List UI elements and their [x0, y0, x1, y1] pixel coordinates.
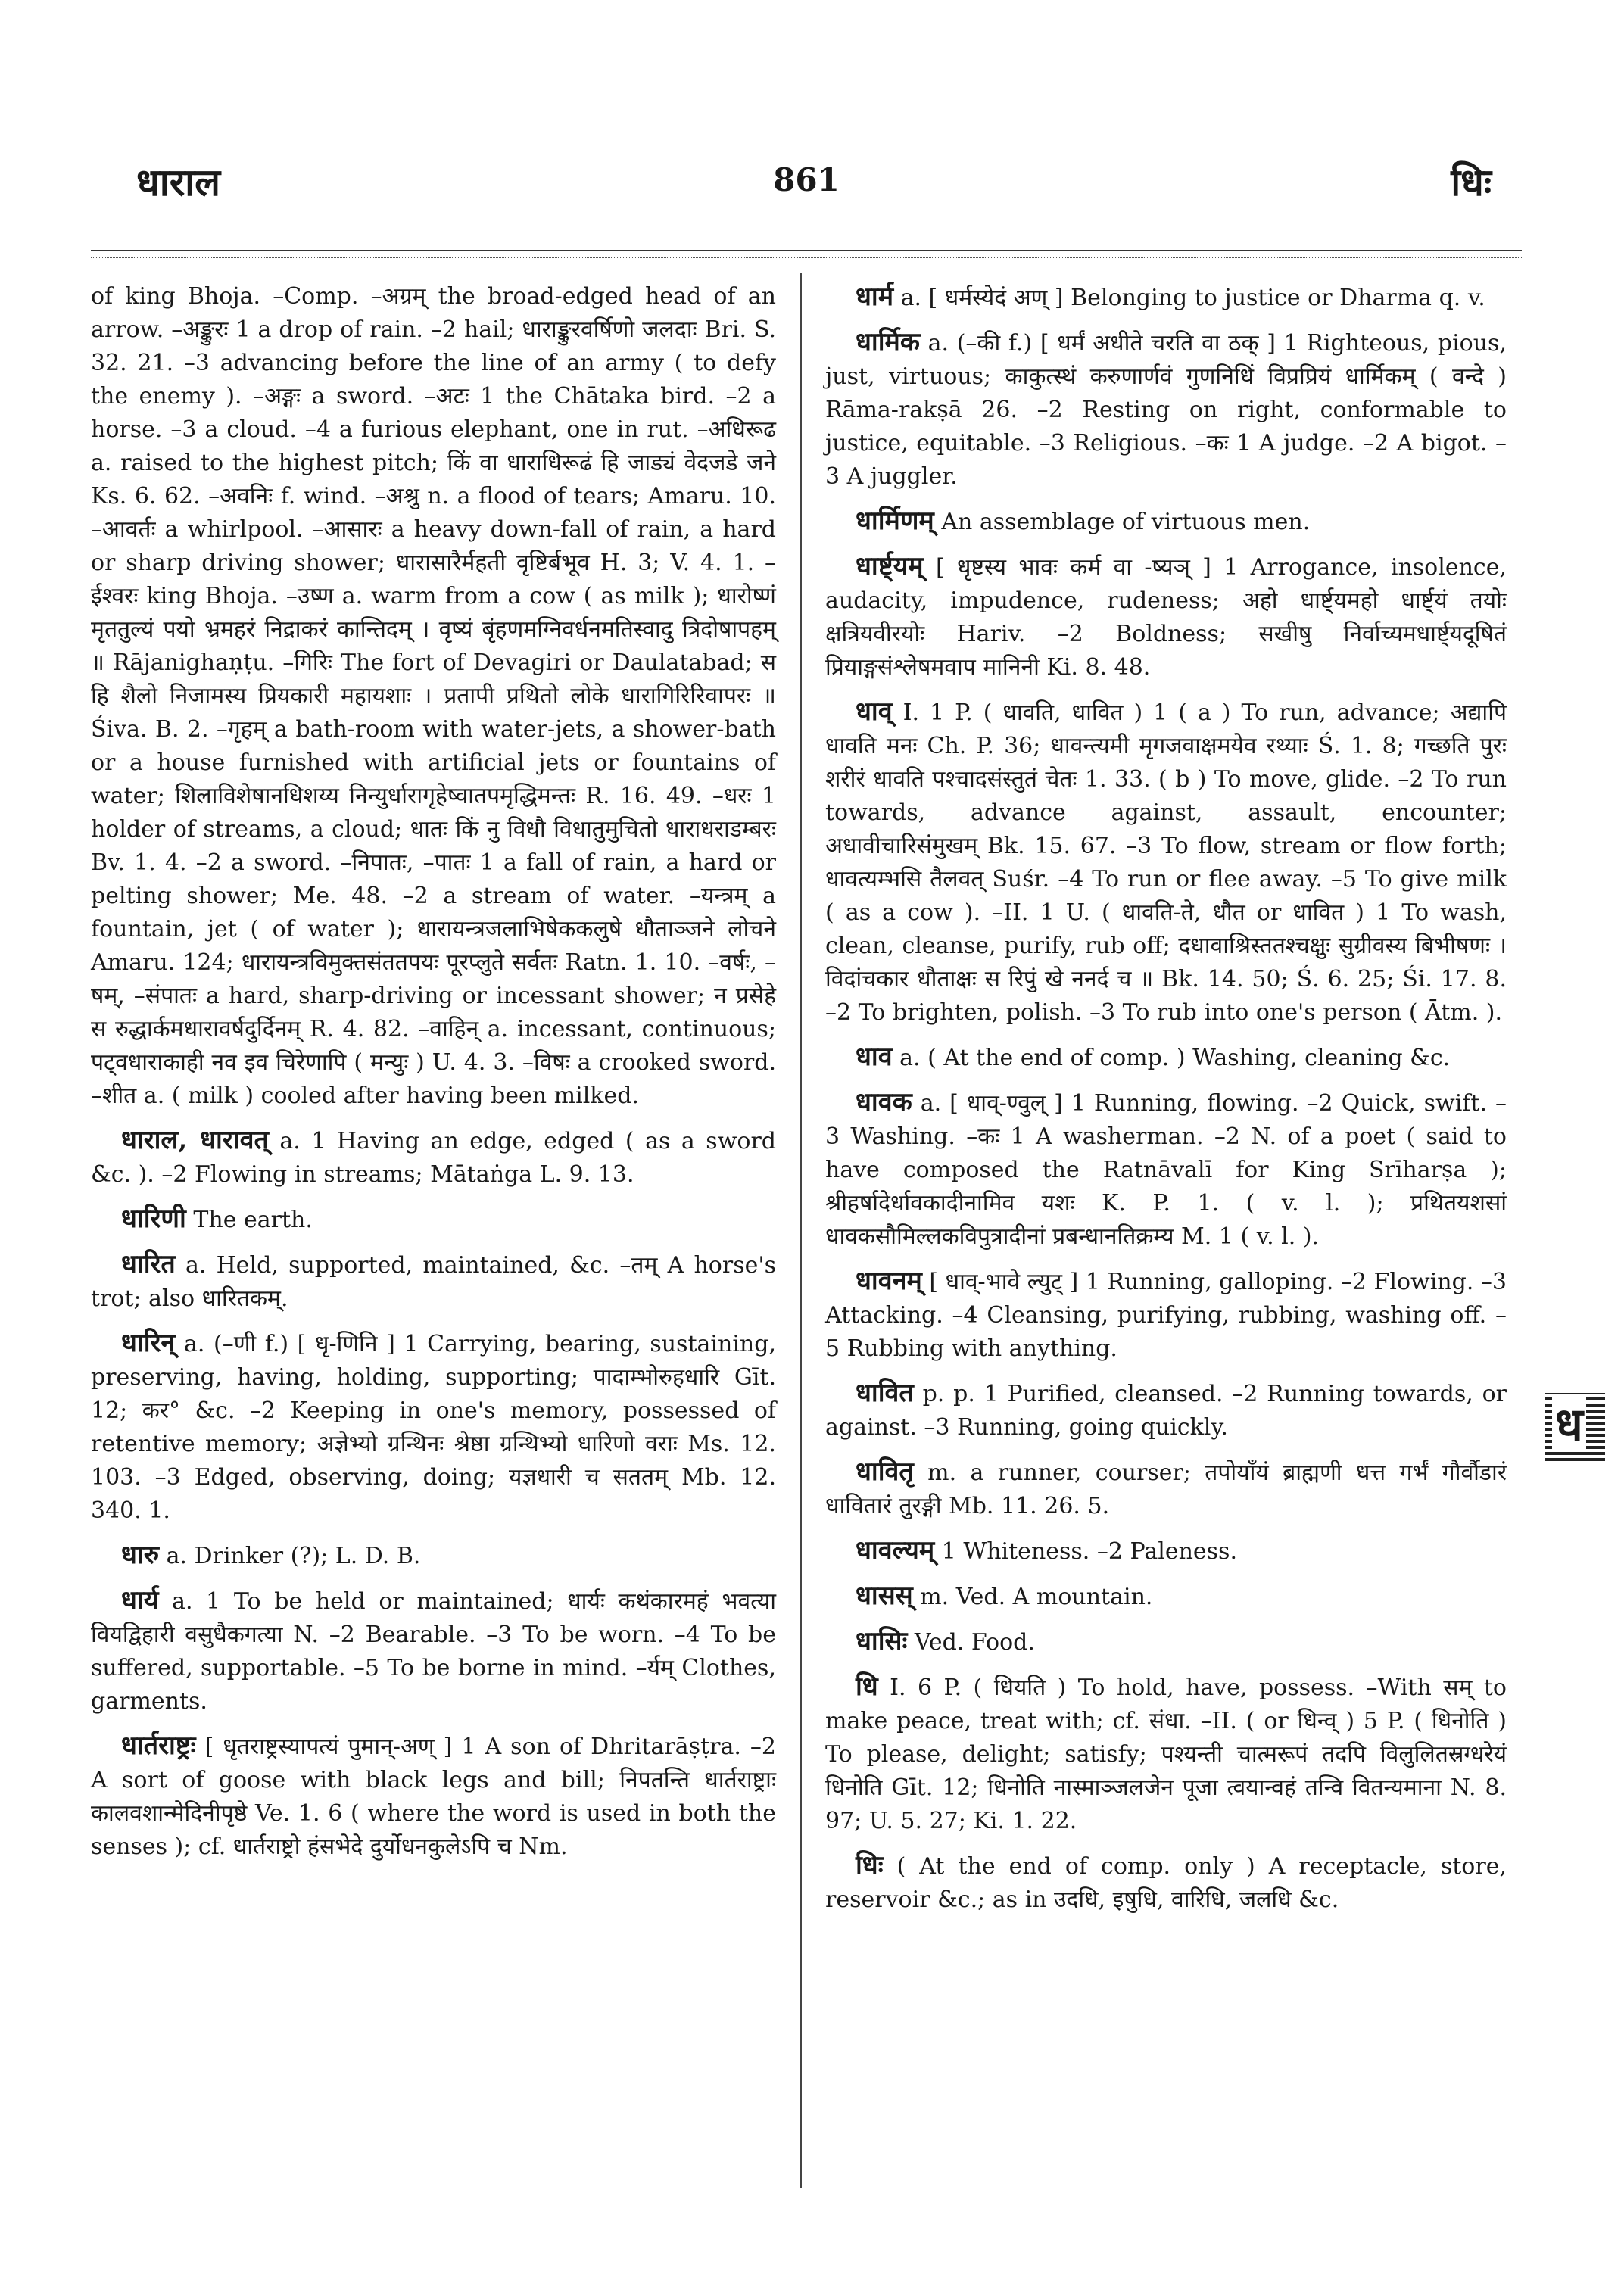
entry-headword: धारिन्	[121, 1328, 176, 1358]
entry-definition: of king Bhoja. –Comp. –अग्रम् the broad-edged head of an arrow. –अङ्कुरः 1 a drop of rain. –2 hail; धाराङ्कुरवर्षिणो जलदाः Bri. S. 32. 21. –3 advancing before the line of an army ( to defy the enemy ). –अङ्गः a sword. –अटः 1 the Chātaka bird. –2 a horse. –3 a cloud. –4 a furious elephant, one in rut. –अधिरूढ a. raised to the highest pitch; किं वा धाराधिरूढं हि जाड्यं वेदजडे जने Ks. 6. 62. –अवनिः f. wind. –अश्रु n. a flood of tears; Amaru. 10. –आवर्तः a whirlpool. –आसारः a heavy down-fall of rain, a hard or sharp driving shower; धारासारैर्महती वृष्टिर्बभूव H. 3; V. 4. 1. –ईश्वरः king Bhoja. –उष्ण a. warm from a cow ( as milk ); धारोष्णं मृततुल्यं पयो भ्रमहरं निद्राकरं कान्तिदम् । वृष्यं बृंहणमग्निवर्धनमतिस्वादु त्रिदोषापहम् ॥ Rājanighaṇṭu. –गिरिः The fort of Devagiri or Daulatabad; स हि शैलो निजामस्य प्रियकारी महायशाः । प्रतापी प्रथितो लोके धारागिरिरिवापरः ॥ Śiva. B. 2. –गृहम् a bath-room with water-jets, a shower-bath or a house furnished with artificial jets or fountains of water; शिलाविशेषानधिशय्य निन्युर्धारागृहेष्वातपमृद्धिमन्तः R. 16. 49. –धरः 1 holder of streams, a cloud; धातः किं नु विधौ विधातुमुचितो धाराधराडम्बरः Bv. 1. 4. –2 a sword. –निपातः, –पातः 1 a fall of rain, a hard or pelting shower; Me. 48. –2 a stream of water. –यन्त्रम् a fountain, jet ( of water ); धारायन्त्रजलाभिषेककलुषे धौताञ्जने लोचने Amaru. 124; धारायन्त्रविमुक्तसंततपयः पूरप्लुते सर्वतः Ratn. 1. 10. –वर्षः, –षम्, –संपातः a hard, sharp-driving or incessant shower; न प्रसेहे स रुद्धार्कमधारावर्षदुर्दिनम् R. 4. 82. –वाहिन् a. incessant, continuous; पट्वधाराकाही नव इव चिरेणापि ( मन्युः ) U. 4. 3. –विषः a crooked sword. –शीत a. ( milk ) cooled after having been milked.	[91, 283, 776, 1109]
entry-headword: धार्तराष्ट्रः	[121, 1731, 196, 1761]
dictionary-entry	[91, 1538, 776, 1573]
entry-definition: ( At the end of comp. only ) A receptacle, store, reservoir &c.; as in उदधि, इषुधि, वारिधि, जलधि &c.	[825, 1853, 1507, 1913]
entry-headword: धावक	[856, 1087, 912, 1117]
dictionary-entry	[825, 1579, 1507, 1614]
entry-headword: धाराल, धारावत्	[121, 1125, 269, 1155]
right-column	[825, 280, 1507, 1927]
entry-headword: धाव	[856, 1042, 893, 1072]
entry-headword: धाव्	[856, 696, 893, 727]
entry-definition: m. Ved. A mountain.	[912, 1584, 1153, 1610]
entry-definition: a. (–की f.) [ धर्मं अधीते चरति वा ठक् ] 1 Righteous, pious, just, virtuous; काकुत्स्थं करुणार्णवं गुणनिधिं विप्रप्रियं धार्मिकम् ( वन्दे ) Rāma-rakṣā 26. –2 Resting on right, conformable to justice, equitable. –3 Religious. –कः 1 A judge. –2 A bigot. –3 A juggler.	[825, 330, 1507, 490]
dictionary-entry	[825, 1264, 1507, 1366]
entry-definition: I. 1 P. ( धावति, धावित ) 1 ( a ) To run, advance; अद्यापि धावति मनः Ch. P. 36; धावन्त्यमी मृगजवाक्षमयेव रथ्याः Ś. 1. 8; गच्छति पुरः शरीरं धावति पश्चादसंस्तुतं चेतः 1. 33. ( b ) To move, glide. –2 To run towards, advance against, assault, encounter; अधावीचारिसंमुखम् Bk. 15. 67. –3 To flow, stream or flow forth; धावत्यम्भसि तैलवत् Suśr. –4 To run or flee away. –5 To give milk ( as a cow ). –II. 1 U. ( धावति-ते, धौत or धावित ) 1 To wash, clean, cleanse, purify, rub off; दधावाश्रिस्ततश्चक्षुः सुग्रीवस्य बिभीषणः । विदांचकार धौताक्षः स रिपुं खे ननर्द च ॥ Bk. 14. 50; Ś. 6. 25; Śi. 17. 8. –2 To brighten, polish. –3 To rub into one's person ( Ātm. ).	[825, 699, 1507, 1026]
entry-definition: An assemblage of virtuous men.	[934, 509, 1311, 535]
entry-headword: धार्म	[856, 282, 894, 312]
dictionary-entry	[825, 1849, 1507, 1917]
entry-definition: p. p. 1 Purified, cleansed. –2 Running towards, or against. –3 Running, going quickly.	[825, 1381, 1507, 1441]
entry-headword: धार्ष्ट्यम्	[856, 551, 924, 581]
entry-definition: Ved. Food.	[907, 1629, 1035, 1656]
entry-definition: [ धाव्-भावे ल्युट् ] 1 Running, galloping. –2 Flowing. –3 Attacking. –4 Cleansing, purifying, rubbing, washing off. –5 Rubbing with anything.	[825, 1269, 1507, 1362]
entry-headword: धि	[856, 1671, 878, 1702]
entry-definition: a. 1 To be held or maintained; धार्यः कथंकारमहं भवत्या वियद्विहारी वसुधैकगत्या N. –2 Bearable. –3 To be worn. –4 To be suffered, supportable. –5 To be borne in mind. –र्यम् Clothes, garments.	[91, 1588, 776, 1715]
dictionary-entry	[825, 326, 1507, 494]
dictionary-entry	[91, 1123, 776, 1192]
entry-definition: 1 Whiteness. –2 Paleness.	[934, 1538, 1237, 1565]
dictionary-entry	[825, 1670, 1507, 1838]
thumb-index-tab	[1545, 1393, 1605, 1461]
entry-definition: a. [ धर्मस्येदं अण् ] Belonging to justice or Dharma q. v.	[893, 285, 1485, 311]
dictionary-entry	[825, 1455, 1507, 1523]
entry-headword: धारित	[121, 1249, 176, 1279]
entry-definition: [ धृष्टस्य भावः कर्म वा -ष्यञ् ] 1 Arrogance, insolence, audacity, impudence, rudeness; अहो धार्ष्ट्यमहो धार्ष्ट्यं तयोः क्षत्रियवीरयोः Hariv. –2 Boldness; सखीषु निर्वाच्यमधार्ष्ट्यदूषितं प्रियाङ्गसंश्लेषमवाप मानिनी Ki. 8. 48.	[825, 554, 1507, 681]
entry-definition: a. [ धाव्-ण्वुल् ] 1 Running, flowing. –2 Quick, swift. –3 Washing. –कः 1 A washerman. –2 N. of a poet ( said to have composed the Ratnāvalī for King Srīharṣa ); श्रीहर्षादेर्धावकादीनामिव यशः K. P. 1. ( v. l. ); प्रथितयशसां धावकसौमिल्लकविपुत्रादीनां प्रबन्धानतिक्रम्य M. 1 ( v. l. ).	[825, 1090, 1507, 1250]
entry-definition: a. 1 Having an edge, edged ( as a sword &c. ). –2 Flowing in streams; Mātaṅga L. 9. 13.	[91, 1128, 776, 1188]
dictionary-entry	[91, 1729, 776, 1864]
header-rule	[91, 250, 1522, 251]
entry-headword: धारिणी	[121, 1204, 186, 1234]
dictionary-entry	[825, 695, 1507, 1030]
thumb-index-letter: ध	[1552, 1397, 1586, 1452]
entry-definition: I. 6 P. ( धियति ) To hold, have, possess. –With सम् to make peace, treat with; cf. संधा. –II. ( or धिन्व् ) 5 P. ( धिनोति ) To please, delight; satisfy; पश्यन्ती चात्मरूपं तदपि विलुलितस्रग्धरेयं धिनोति Gīt. 12; धिनोति नास्माञ्जलजेन पूजा त्वयान्वहं तन्वि वितन्यमाना N. 8. 97; U. 5. 27; Ki. 1. 22.	[825, 1675, 1507, 1834]
dictionary-entry	[825, 1040, 1507, 1075]
header-left-guideword: धाराल	[136, 160, 220, 204]
dictionary-entry	[825, 280, 1507, 315]
entry-headword: धावित	[856, 1378, 914, 1408]
header-right-guideword: धिः	[1451, 160, 1492, 204]
entry-definition: The earth.	[185, 1207, 313, 1233]
entry-definition: a. Drinker (?); L. D. B.	[159, 1543, 421, 1569]
dictionary-entry	[825, 1534, 1507, 1569]
entry-definition: [ धृतराष्ट्रस्यापत्यं पुमान्-अण् ] 1 A son of Dhritarāṣṭra. –2 A sort of goose with black legs and bill; निपतन्ति धार्तराष्ट्राः कालवशान्मेदिनीपृष्ठे Ve. 1. 6 ( where the word is used in both the senses ); cf. धार्तराष्ट्रो हंसभेदे दुर्योधनकुलेऽपि च Nm.	[91, 1734, 776, 1860]
dictionary-entry	[825, 504, 1507, 539]
entry-headword: धिः	[856, 1850, 884, 1880]
dictionary-entry	[825, 1086, 1507, 1254]
entry-headword: धासस्	[856, 1581, 913, 1611]
page-header	[91, 155, 1522, 223]
dictionary-entry	[91, 280, 776, 1113]
entry-definition: a. (–णी f.) [ धृ-णिनि ] 1 Carrying, bearing, sustaining, preserving, having, holding, supporting; पादाम्भोरुहधारि Gīt. 12; कर° &c. –2 Keeping in one's memory, possessed of retentive memory; अज्ञेभ्यो ग्रन्थिनः श्रेष्ठा ग्रन्थिभ्यो धारिणो वराः Ms. 12. 103. –3 Edged, observing, doing; यज्ञधारी च सततम् Mb. 12. 340. 1.	[91, 1331, 776, 1524]
header-dotted-rule	[91, 257, 1522, 258]
left-column	[91, 280, 776, 1874]
dictionary-entry	[825, 1376, 1507, 1444]
dictionary-entry	[825, 550, 1507, 684]
entry-definition: m. a runner, courser; तपोयाँयं ब्राह्मणी धत्त गर्भं गौर्वौडारं धावितारं तुरङ्गी Mb. 11. 26. 5.	[825, 1460, 1507, 1519]
entry-headword: धार्य	[121, 1585, 159, 1615]
entry-definition: a. ( At the end of comp. ) Washing, cleaning &c.	[892, 1045, 1451, 1071]
entry-headword: धावनम्	[856, 1266, 922, 1296]
entry-headword: धासिः	[856, 1626, 908, 1656]
entry-headword: धारु	[121, 1540, 160, 1570]
entry-headword: धार्मिणम्	[856, 506, 934, 536]
dictionary-entry	[91, 1326, 776, 1528]
dictionary-entry	[91, 1584, 776, 1718]
entry-definition: a. Held, supported, maintained, &c. –तम् A horse's trot; also धारितकम्.	[91, 1252, 776, 1312]
entry-headword: धार्मिक	[856, 327, 920, 357]
dictionary-entry	[91, 1248, 776, 1316]
column-divider	[800, 273, 802, 2188]
dictionary-entry	[825, 1625, 1507, 1659]
dictionary-entry	[91, 1202, 776, 1237]
entry-headword: धावल्यम्	[856, 1535, 935, 1566]
page-number: 861	[773, 161, 840, 198]
entry-headword: धावितृ	[856, 1456, 914, 1487]
